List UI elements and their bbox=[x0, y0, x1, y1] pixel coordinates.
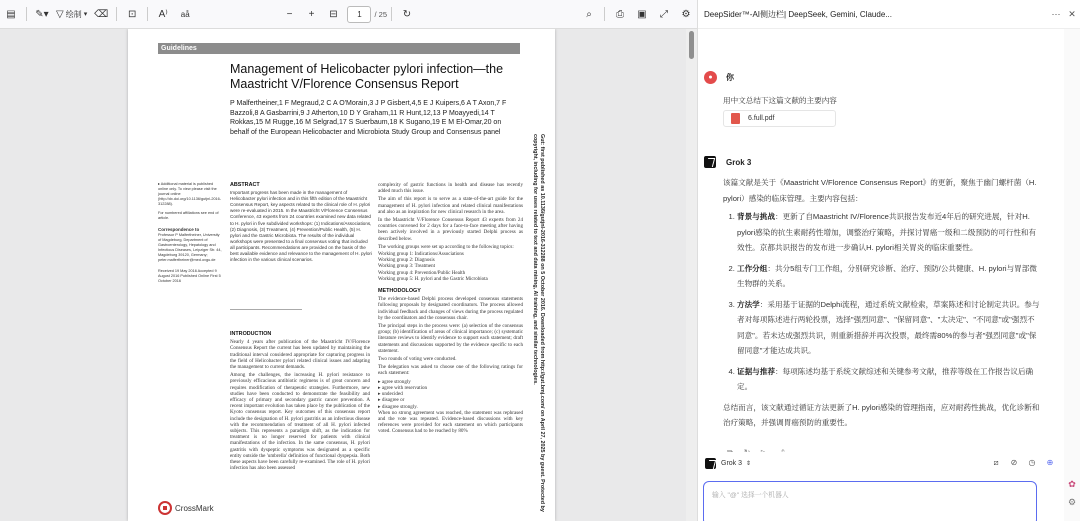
point-title: 背景与挑战 bbox=[737, 212, 775, 221]
page-number-input[interactable]: 1 bbox=[347, 6, 371, 23]
answer-point bbox=[737, 364, 1041, 395]
intro-paragraph: Among the challenges, the increasing H. pylori resistance to previously efficacious antibiotic regimens is of great concern and requires modification of therapeutic strategies. Furthermore, new studies have been conducted to demonstrate the feasibility and efficacy of primary and secondary gastric cancer prevention. A recent important evolution has taken place by the publication of the Kyoto consensus report. Key outcomes of this consensus report include the designation of H. pylori gastritis as an infectious disease with the recommendation of treatment of all H. pylori infected subjects. This represents a paradigm shift, as the indication for treatment is no longer reserved for patients with clinical manifestations of the infection. In the same consensus, H. pylori gastritis with dyspeptic symptoms was designated as a specific entity outside the 'umbrella' definition of functional dyspepsia. Both these aspects have been carefully re-examined. The role of H. pylori infection has also been assessed bbox=[230, 372, 370, 472]
close-icon[interactable]: ✕ bbox=[1068, 8, 1076, 19]
working-group-item: Working group 5: H. pylori and the Gastric Microbiota bbox=[378, 276, 488, 282]
read-aloud-icon[interactable]: A⁾ bbox=[158, 8, 168, 20]
sidebar-header bbox=[698, 0, 1080, 29]
grok-logo-icon bbox=[705, 458, 716, 469]
draw-label: 绘制 bbox=[65, 9, 82, 19]
composer bbox=[698, 452, 1065, 521]
right-column bbox=[378, 182, 523, 437]
zoom-out-button[interactable]: − bbox=[286, 8, 293, 20]
text-options-icon[interactable]: aå bbox=[180, 9, 190, 19]
ai-sidebar bbox=[697, 0, 1080, 521]
save-icon[interactable]: ▣ bbox=[637, 8, 647, 20]
abstract-divider bbox=[230, 309, 302, 310]
working-group-item: Working group 4: Prevention/Public Health bbox=[378, 270, 466, 276]
prompt-input[interactable]: 输入 "@" 选择一个机器人 bbox=[703, 481, 1037, 521]
answer-points bbox=[737, 209, 1041, 395]
pdf-toolbar bbox=[0, 0, 697, 29]
introduction-column bbox=[230, 331, 370, 473]
side-notes bbox=[158, 182, 222, 284]
methodology-paragraph: The delegation was asked to choose one of the following ratings for each statement: bbox=[378, 364, 523, 377]
model-label: Grok 3 bbox=[721, 460, 743, 467]
pdf-file-icon bbox=[731, 113, 740, 124]
page-total: / 25 bbox=[374, 9, 387, 19]
body-paragraph: In the Maastricht V/Florence Consensus Report 43 experts from 24 countries convened for 2 days for a face-to-face meeting after having been actively involved in a previously started Delphi process as described below. bbox=[378, 217, 523, 242]
answer-point bbox=[737, 209, 1041, 256]
composer-tools bbox=[985, 458, 1057, 468]
sidebar-toggle-icon[interactable]: ▤ bbox=[6, 8, 16, 20]
title-line-2: Maastricht V/Florence Consensus Report bbox=[230, 77, 459, 91]
draw-icon: ▽ bbox=[56, 8, 64, 20]
new-chat-icon[interactable]: ⊕ bbox=[1046, 458, 1054, 467]
methodology-paragraph: Two rounds of voting were conducted. bbox=[378, 356, 457, 363]
rating-item: ▸ agree strongly bbox=[378, 378, 411, 385]
sidebar-title: DeepSider™-AI侧边栏| DeepSeek, Gemini, Claude... bbox=[704, 9, 892, 19]
user-message: 用中文总结下这篇文献的主要内容 bbox=[723, 96, 837, 105]
user-name: 你 bbox=[726, 73, 734, 82]
assistant-message-header bbox=[704, 156, 751, 168]
attach-icon[interactable]: ⊘ bbox=[1010, 458, 1018, 467]
abstract bbox=[230, 182, 372, 263]
toolbar-divider bbox=[147, 7, 148, 21]
dates-note: Received 19 May 2016 Accepted 9 August 2016 Published Online First 5 October 2016 bbox=[158, 269, 221, 283]
user-avatar-icon: ● bbox=[704, 71, 717, 84]
intro-heading: INTRODUCTION bbox=[230, 331, 272, 337]
point-text: ：每项陈述均基于系统文献综述和关键参考文献，推荐等级在工作报告议后确定。 bbox=[737, 366, 1034, 391]
toolbar-divider bbox=[604, 7, 605, 21]
history-icon[interactable]: ◷ bbox=[1028, 458, 1036, 467]
working-group-item: Working group 3: Treatment bbox=[378, 264, 435, 270]
supplementary-note: ▸ Additional material is published online only. To view please visit the journal online (http://dx.doi.org/10.1136/gutjnl-2016-312288). bbox=[158, 182, 222, 206]
pdf-scrollbar[interactable] bbox=[686, 29, 697, 521]
answer-intro: 该篇文献是关于《Maastricht V/Florence Consensus Report》的更新，聚焦于幽门螺杆菌（H. pylori）感染的临床管理。主要内容包括： bbox=[723, 178, 1037, 203]
draw-button[interactable] bbox=[56, 5, 87, 23]
answer-point bbox=[737, 297, 1041, 359]
model-selector[interactable] bbox=[705, 458, 751, 469]
methodology-heading: METHODOLOGY bbox=[378, 288, 421, 295]
chat-area[interactable] bbox=[698, 29, 1065, 474]
sidebar-rail bbox=[1064, 29, 1080, 521]
point-text: ：共分5组专门工作组，分别研究诊断、治疗、预防/公共健康、H. pylori与胃部微生物群的关系。 bbox=[737, 263, 1037, 288]
correspondence-heading: Correspondence to bbox=[158, 227, 200, 232]
toolbar-divider bbox=[391, 7, 392, 21]
point-text: ：更新了自Maastricht IV/Florence共识报告发布近4年后的研究进展，针对H. pylori感染的抗生素耐药性增加，调整治疗策略，并探讨胃癌一级和二级预防的可行性和有效性。京都共识报告的发布进一步确认H. pylori相关胃炎的临床重要性。 bbox=[737, 212, 1037, 252]
rotate-icon[interactable]: ↻ bbox=[402, 8, 412, 20]
grok-logo-icon bbox=[704, 156, 716, 168]
title-line-1: Management of Helicobacter pylori infection—the bbox=[230, 62, 504, 76]
gift-icon[interactable]: ✿ bbox=[1068, 479, 1076, 489]
rating-item: ▸ disagree or bbox=[378, 397, 405, 404]
chevron-down-icon: ⇕ bbox=[746, 461, 752, 467]
intro-paragraph: Nearly 4 years after publication of the Maastricht IV/Florence Consensus Report the current has been updated by maintaining the traditional interval considered appropriate for capturing progress in the field of Helicobacter pylori related clinical issues and adapting the management to current demands. bbox=[230, 339, 370, 371]
crossmark-label: CrossMark bbox=[175, 503, 214, 513]
working-group-list bbox=[378, 252, 523, 283]
fullscreen-icon[interactable]: ⤢ bbox=[660, 8, 668, 20]
point-title: 工作分组 bbox=[737, 263, 768, 273]
highlight-icon[interactable]: ✎▾ bbox=[35, 8, 49, 20]
rating-item: ▸ undecided bbox=[378, 391, 403, 398]
crossmark-icon bbox=[158, 501, 172, 515]
attachment-chip[interactable] bbox=[723, 110, 836, 127]
user-message-header bbox=[704, 71, 734, 84]
pdf-page bbox=[128, 29, 555, 521]
point-title: 方法学 bbox=[737, 299, 760, 309]
vertical-citation: Gut: first published as 10.1136/gutjnl-2016-312288 on 5 October 2016. Downloaded from http://gut.bmj.com/ on April 27, 2025 by guest. Protected by copyright, including for uses related to text and data mining, AI training, and similar technologies. bbox=[532, 134, 545, 512]
answer-summary: 总结而言，该文献通过循证方法更新了H. pylori感染的管理指南，应对耐药性挑战，优化诊断和治疗策略，并强调胃癌预防的重要性。 bbox=[723, 402, 1040, 427]
abstract-text: Important progress has been made in the management of Helicobacter pylori infection and in this fifth edition of the Maastricht Consensus Report, key aspects related to the clinical role of H. pylori were re-evaluated in 2015. In the Maastricht V/Florence Consensus Conference, 43 experts from 24 countries examined new data related to H. pylori in five subdivided workshops: (1) Indications/Associations, (2) Diagnosis, (3) Treatment, (4) Prevention/Public Health, (5) H. pylori and the Gastric Microbiota. The results of the individual workshops were presented to a final consensus voting that included all participants. Recommendations are provided on the basis of the best available evidence and relevance to the management of H. pylori infection in the various clinical scenarios. bbox=[230, 190, 372, 263]
zoom-in-button[interactable]: + bbox=[308, 8, 315, 20]
crossmark-logo[interactable] bbox=[158, 501, 214, 515]
settings-icon[interactable]: ⚙ bbox=[681, 8, 691, 20]
body-paragraph: The aim of this report is to serve as a state-of-the-art guide for the management of H. pylori infection and related clinical manifestations and also as an inspiration for new clinical research in the area. bbox=[378, 196, 523, 215]
correspondence-text: Professor P Malfertheiner, University of Magdeburg, Department of Gastroenterology, Hepatology and Infectious Diseases, Leipziger Str. 44, Magdeburg 39120, Germany; peter.malfertheiner@med.ovgu.de bbox=[158, 233, 222, 262]
more-icon[interactable]: ⋯ bbox=[1051, 8, 1061, 19]
toolbar-divider bbox=[26, 7, 27, 21]
screenshot-icon[interactable]: ⧄ bbox=[993, 458, 999, 467]
attachment-name: 6.full.pdf bbox=[748, 115, 775, 122]
methodology-paragraph: The evidence-based Delphi process developed consensus statements following proposals by designated coordinators. The process allowed individual feedback and changes of views during the process regulated by the coordinators and the consensus chair. bbox=[378, 296, 523, 321]
rating-item: ▸ agree with reservation bbox=[378, 384, 428, 391]
methodology-paragraph: When no strong agreement was reached, the statement was rephrased and the vote was repeated. Evidence-based discussions with key references were provided for each statement on which participants voted. Consensus had to be reached by 80% bbox=[378, 409, 523, 435]
assistant-name: Grok 3 bbox=[726, 157, 752, 167]
scrollbar-thumb[interactable] bbox=[689, 31, 694, 59]
toolbar-divider bbox=[116, 7, 117, 21]
affiliations-note: For numbered affiliations see end of article. bbox=[158, 211, 219, 220]
working-group-item: Working group 1: Indications/Associations bbox=[378, 252, 464, 258]
body-paragraph: complexity of gastric functions in health and disease has recently added much this issue. bbox=[378, 182, 523, 195]
answer-point bbox=[737, 261, 1041, 292]
point-text: ：采用基于证据的Delphi流程，通过系统文献检索，草案陈述和讨论制定共识。参与者对每项陈述进行两轮投票，选择"强烈同意"、"保留同意"、"太决定"、"不同意"或"强烈不同意"。若未达成强烈共识，则重新措辞并再次投票，最终需80%的参与者"强烈同意"或"保留同意"才能达成共识。 bbox=[737, 299, 1040, 355]
body-paragraph: The working groups were set up according to the following topics: bbox=[378, 243, 514, 250]
rating-list bbox=[378, 379, 523, 410]
assistant-answer bbox=[723, 175, 1041, 431]
article-title bbox=[230, 62, 520, 92]
print-icon[interactable]: ⎙ bbox=[616, 8, 624, 20]
point-title: 证据与推荐 bbox=[737, 366, 775, 376]
abstract-heading: ABSTRACT bbox=[230, 182, 260, 188]
rating-item: ▸ disagree strongly. bbox=[378, 403, 418, 410]
search-icon[interactable]: ⌕ bbox=[586, 8, 592, 20]
pdf-viewport[interactable] bbox=[0, 29, 686, 521]
settings-icon[interactable]: ⚙ bbox=[1067, 497, 1077, 507]
author-list: P Malfertheiner,1 F Megraud,2 C A O'Morain,3 J P Gisbert,4,5 E J Kuipers,6 A T Axon,7 F Bazzoli,8 A Gasbarrini,9 J Atherton,10 D Y Graham,11 R Hunt,12,13 P Moayyedi,14 T Rokkas,15 M Rugge,16 M Selgrad,17 S Suerbaum,18 K Sugano,19 E M El-Omar,20 on behalf of the European Helicobacter and Microbiota Study Group and Consensus panel bbox=[230, 100, 507, 136]
section-label: Guidelines bbox=[158, 43, 520, 54]
fit-page-icon[interactable]: ⊟ bbox=[329, 8, 338, 20]
methodology-paragraph: The principal steps in the process were: (a) selection of the consensus group; (b) identification of areas of clinical importance; (c) systematic literature reviews to identify evidence to support each statement; draft statements and discussions supported by the evidence specific to each statement. bbox=[378, 323, 523, 354]
working-group-item: Working group 2: Diagnosis bbox=[378, 258, 435, 264]
text-box-icon[interactable]: ⊡ bbox=[128, 8, 137, 20]
eraser-icon[interactable]: ⌫ bbox=[94, 8, 109, 20]
chevron-down-icon: ▾ bbox=[83, 11, 88, 18]
